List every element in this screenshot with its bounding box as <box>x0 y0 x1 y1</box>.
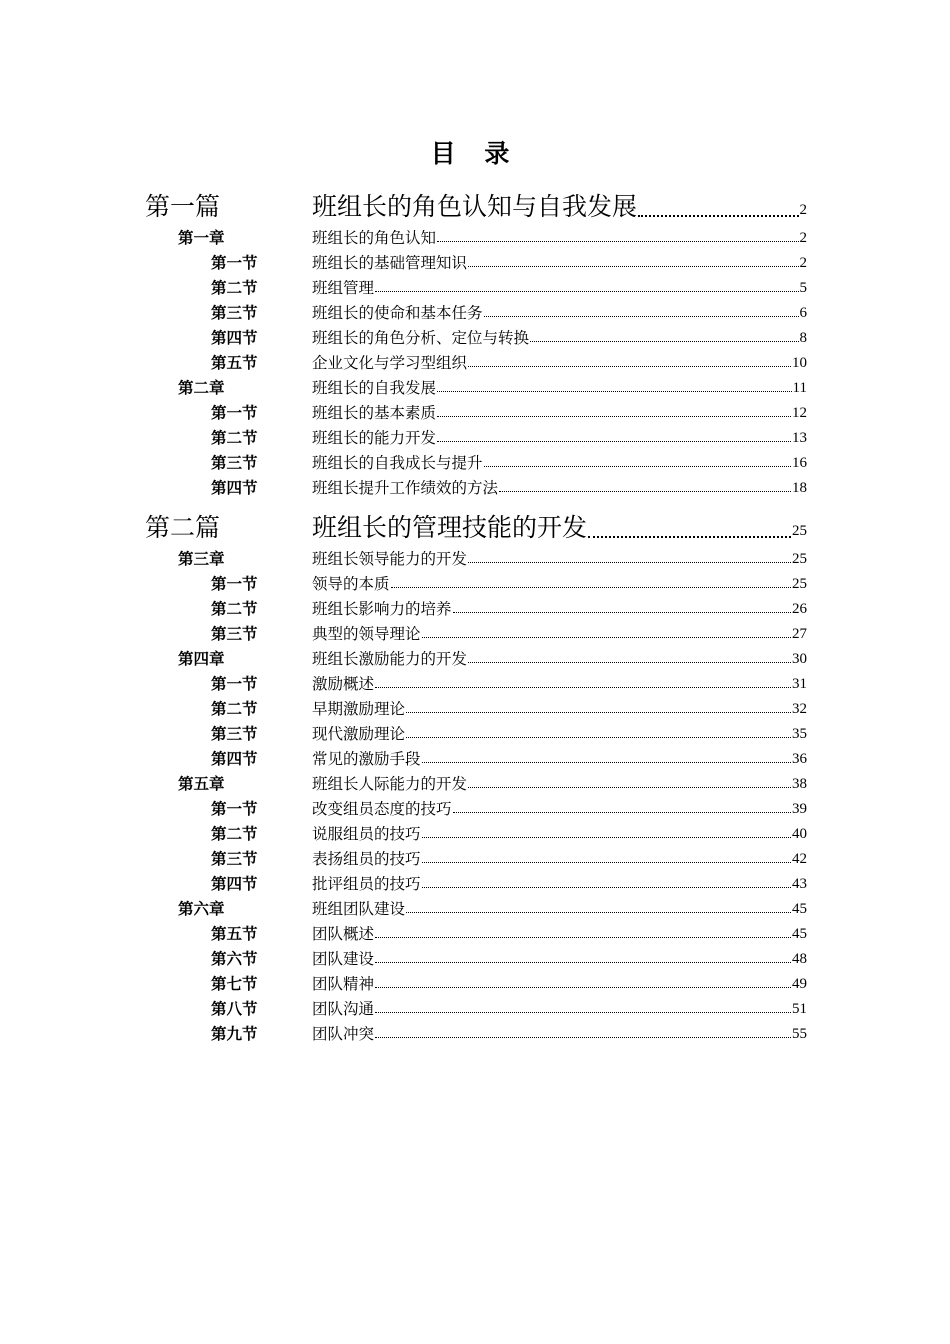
section-title: 团队冲突 <box>312 1025 375 1043</box>
dot-leader <box>638 190 798 217</box>
section-label: 第二节 <box>211 428 258 447</box>
chapter-title: 班组长领导能力的开发 <box>312 550 468 568</box>
dot-leader <box>375 922 791 939</box>
section-page-number: 45 <box>792 926 807 942</box>
toc-section-entry[interactable] <box>145 323 807 348</box>
chapter-title: 班组长的角色认知 <box>312 229 437 247</box>
section-title: 团队概述 <box>312 925 375 943</box>
toc-part-entry[interactable] <box>145 183 807 223</box>
section-label: 第一节 <box>211 674 258 693</box>
toc-part-entry[interactable] <box>145 504 807 544</box>
chapter-title: 班组长人际能力的开发 <box>312 775 468 793</box>
section-title: 班组长的基础管理知识 <box>312 254 468 272</box>
section-label: 第一节 <box>211 574 258 593</box>
section-label: 第三节 <box>211 624 258 643</box>
chapter-title: 班组长的自我发展 <box>312 379 437 397</box>
section-title: 改变组员态度的技巧 <box>312 800 452 818</box>
chapter-label: 第一章 <box>178 228 225 247</box>
section-page-number: 6 <box>799 305 807 321</box>
section-title: 班组长的基本素质 <box>312 404 437 422</box>
section-label: 第三节 <box>211 303 258 322</box>
section-title: 领导的本质 <box>312 575 390 593</box>
dot-leader <box>499 476 791 493</box>
chapter-page-number: 25 <box>792 551 807 567</box>
part-label: 第一篇 <box>145 192 221 221</box>
toc-chapter-entry[interactable] <box>145 769 807 794</box>
section-label: 第四节 <box>211 478 258 497</box>
section-label: 第五节 <box>211 924 258 943</box>
toc-section-entry[interactable] <box>145 619 807 644</box>
dot-leader <box>406 897 791 914</box>
toc-chapter-entry[interactable] <box>145 894 807 919</box>
toc-chapter-entry[interactable] <box>145 373 807 398</box>
toc-section-entry[interactable] <box>145 273 807 298</box>
toc-title: 目 录 <box>430 139 520 168</box>
section-page-number: 32 <box>792 701 807 717</box>
section-label: 第四节 <box>211 874 258 893</box>
dot-leader <box>530 326 798 343</box>
section-label: 第八节 <box>211 999 258 1018</box>
section-page-number: 31 <box>792 676 807 692</box>
section-title: 团队沟通 <box>312 1000 375 1018</box>
section-label: 第二节 <box>211 599 258 618</box>
chapter-title: 班组团队建设 <box>312 900 406 918</box>
section-title: 说服组员的技巧 <box>312 825 421 843</box>
dot-leader <box>468 251 798 268</box>
toc-section-entry[interactable] <box>145 669 807 694</box>
toc-section-entry[interactable] <box>145 844 807 869</box>
toc-chapter-entry[interactable] <box>145 544 807 569</box>
dot-leader <box>422 872 791 889</box>
toc-section-entry[interactable] <box>145 448 807 473</box>
part-title: 班组长的角色认知与自我发展 <box>312 192 638 221</box>
chapter-label: 第三章 <box>178 549 225 568</box>
section-title: 班组长的能力开发 <box>312 429 437 447</box>
dot-leader <box>453 797 791 814</box>
toc-section-entry[interactable] <box>145 423 807 448</box>
dot-leader <box>375 997 791 1014</box>
section-label: 第四节 <box>211 328 258 347</box>
section-page-number: 40 <box>792 826 807 842</box>
section-page-number: 39 <box>792 801 807 817</box>
toc-chapter-entry[interactable] <box>145 644 807 669</box>
section-label: 第六节 <box>211 949 258 968</box>
part-label: 第二篇 <box>145 513 221 542</box>
dot-leader <box>468 351 791 368</box>
chapter-page-number: 11 <box>792 380 807 396</box>
dot-leader <box>484 451 791 468</box>
section-page-number: 16 <box>792 455 807 471</box>
part-title: 班组长的管理技能的开发 <box>312 513 588 542</box>
section-title: 班组长影响力的培养 <box>312 600 452 618</box>
toc-chapter-entry[interactable] <box>145 223 807 248</box>
part-page-number: 25 <box>792 523 807 539</box>
section-page-number: 49 <box>792 976 807 992</box>
dot-leader <box>422 622 791 639</box>
section-page-number: 42 <box>792 851 807 867</box>
section-page-number: 12 <box>792 405 807 421</box>
dot-leader <box>437 401 791 418</box>
section-title: 常见的激励手段 <box>312 750 421 768</box>
section-title: 企业文化与学习型组织 <box>312 354 468 372</box>
dot-leader <box>406 722 791 739</box>
dot-leader <box>375 972 791 989</box>
toc-section-entry[interactable] <box>145 944 807 969</box>
chapter-label: 第五章 <box>178 774 225 793</box>
toc-section-entry[interactable] <box>145 744 807 769</box>
toc-section-entry[interactable] <box>145 719 807 744</box>
dot-leader <box>375 947 791 964</box>
section-page-number: 43 <box>792 876 807 892</box>
section-title: 典型的领导理论 <box>312 625 421 643</box>
section-title: 班组长提升工作绩效的方法 <box>312 479 499 497</box>
section-label: 第二节 <box>211 824 258 843</box>
section-label: 第二节 <box>211 278 258 297</box>
dot-leader <box>484 301 799 318</box>
section-title: 班组长的自我成长与提升 <box>312 454 483 472</box>
section-page-number: 35 <box>792 726 807 742</box>
section-title: 团队建设 <box>312 950 375 968</box>
dot-leader <box>453 597 791 614</box>
section-page-number: 10 <box>792 355 807 371</box>
toc-section-entry[interactable] <box>145 473 807 498</box>
section-page-number: 55 <box>792 1026 807 1042</box>
dot-leader <box>422 822 791 839</box>
table-of-contents <box>145 183 807 1044</box>
section-page-number: 36 <box>792 751 807 767</box>
section-label: 第九节 <box>211 1024 258 1043</box>
toc-section-entry[interactable] <box>145 869 807 894</box>
section-title: 激励概述 <box>312 675 375 693</box>
section-page-number: 8 <box>799 330 807 346</box>
section-page-number: 27 <box>792 626 807 642</box>
section-title: 班组长的角色分析、定位与转换 <box>312 329 530 347</box>
chapter-label: 第四章 <box>178 649 225 668</box>
dot-leader <box>422 747 791 764</box>
dot-leader <box>468 647 791 664</box>
dot-leader <box>437 376 792 393</box>
dot-leader <box>391 572 791 589</box>
section-label: 第三节 <box>211 724 258 743</box>
section-page-number: 26 <box>792 601 807 617</box>
section-title: 表扬组员的技巧 <box>312 850 421 868</box>
chapter-label: 第二章 <box>178 378 225 397</box>
section-label: 第五节 <box>211 353 258 372</box>
section-title: 批评组员的技巧 <box>312 875 421 893</box>
section-page-number: 2 <box>799 255 807 271</box>
toc-section-entry[interactable] <box>145 994 807 1019</box>
dot-leader <box>437 426 791 443</box>
chapter-title: 班组长激励能力的开发 <box>312 650 468 668</box>
dot-leader <box>406 697 791 714</box>
section-page-number: 18 <box>792 480 807 496</box>
toc-section-entry[interactable] <box>145 248 807 273</box>
section-page-number: 13 <box>792 430 807 446</box>
part-page-number: 2 <box>799 202 807 218</box>
section-label: 第一节 <box>211 253 258 272</box>
section-label: 第三节 <box>211 453 258 472</box>
dot-leader <box>375 276 798 293</box>
toc-section-entry[interactable] <box>145 694 807 719</box>
toc-section-entry[interactable] <box>145 569 807 594</box>
section-title: 班组长的使命和基本任务 <box>312 304 483 322</box>
section-page-number: 5 <box>799 280 807 296</box>
chapter-page-number: 45 <box>792 901 807 917</box>
chapter-page-number: 2 <box>799 230 807 246</box>
chapter-page-number: 30 <box>792 651 807 667</box>
section-label: 第一节 <box>211 799 258 818</box>
dot-leader <box>468 772 791 789</box>
section-page-number: 25 <box>792 576 807 592</box>
section-title: 现代激励理论 <box>312 725 406 743</box>
toc-section-entry[interactable] <box>145 819 807 844</box>
dot-leader <box>468 547 791 564</box>
toc-section-entry[interactable] <box>145 1019 807 1044</box>
dot-leader <box>375 1022 791 1039</box>
toc-section-entry[interactable] <box>145 919 807 944</box>
section-label: 第二节 <box>211 699 258 718</box>
toc-section-entry[interactable] <box>145 594 807 619</box>
section-label: 第四节 <box>211 749 258 768</box>
toc-section-entry[interactable] <box>145 348 807 373</box>
chapter-label: 第六章 <box>178 899 225 918</box>
toc-section-entry[interactable] <box>145 298 807 323</box>
dot-leader <box>588 511 791 538</box>
toc-section-entry[interactable] <box>145 398 807 423</box>
section-title: 团队精神 <box>312 975 375 993</box>
section-label: 第七节 <box>211 974 258 993</box>
section-title: 班组管理 <box>312 279 375 297</box>
section-title: 早期激励理论 <box>312 700 406 718</box>
toc-section-entry[interactable] <box>145 969 807 994</box>
dot-leader <box>375 672 791 689</box>
section-label: 第三节 <box>211 849 258 868</box>
section-page-number: 51 <box>792 1001 807 1017</box>
dot-leader <box>422 847 791 864</box>
section-page-number: 48 <box>792 951 807 967</box>
section-label: 第一节 <box>211 403 258 422</box>
dot-leader <box>437 226 798 243</box>
chapter-page-number: 38 <box>792 776 807 792</box>
toc-section-entry[interactable] <box>145 794 807 819</box>
